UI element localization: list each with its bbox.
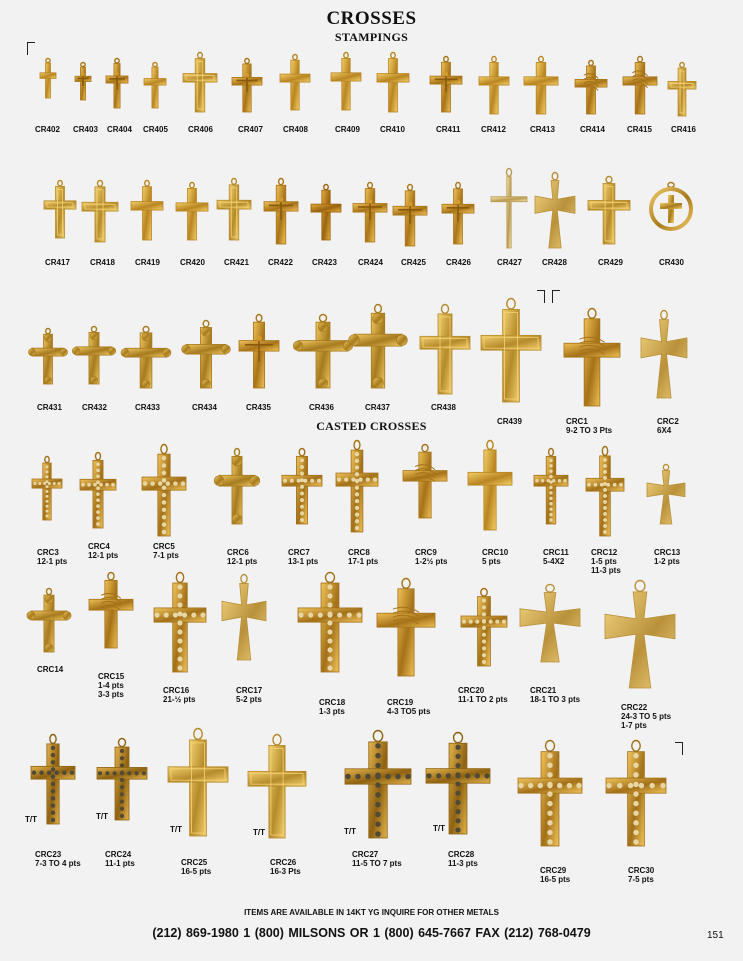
cross-pendant-image (430, 56, 462, 112)
cross-pendant-image (588, 176, 630, 244)
product-code-label: CRC23 7-3 TO 4 pts (35, 850, 81, 868)
product-code-label: CR435 (246, 403, 271, 412)
cross-pendant-image (336, 440, 378, 532)
cross-pendant-image (534, 448, 568, 524)
product-code-label: CRC24 11-1 pts (105, 850, 135, 868)
product-code-label: CR411 (436, 125, 461, 134)
product-code-label: CRC27 11-5 TO 7 pts (352, 850, 402, 868)
cross-pendant-image (239, 314, 279, 388)
two-tone-tag: T/T (25, 815, 37, 824)
product-code-label: CR437 (365, 403, 390, 412)
product-code-label: CRC19 4-3 TO5 pts (387, 698, 431, 716)
product-code-label: CR434 (192, 403, 217, 412)
cross-pendant-image (142, 444, 186, 536)
product-code-label: CR404 (107, 125, 132, 134)
cross-pendant-image (32, 456, 62, 520)
product-code-label: CRC13 1-2 pts (654, 548, 681, 566)
cross-pendant-image (442, 182, 474, 244)
cross-pendant-image (97, 738, 147, 820)
cross-pendant-image (31, 734, 75, 824)
cross-pendant-image (606, 740, 666, 846)
page-title: CROSSES (326, 8, 417, 29)
section-heading-stampings: STAMPINGS (334, 30, 409, 44)
cross-pendant-image (353, 182, 387, 242)
cross-pendant-image (264, 178, 298, 244)
product-code-label: CR414 (580, 125, 605, 134)
product-code-label: CR425 (401, 258, 426, 267)
cross-pendant-image (106, 58, 128, 108)
product-code-label: CR438 (431, 403, 456, 412)
cross-pendant-image (641, 310, 687, 398)
product-code-label: CR429 (598, 258, 623, 267)
crop-mark (27, 42, 35, 55)
product-code-label: CR415 (627, 125, 652, 134)
cross-pendant-image (575, 60, 607, 114)
cross-pendant-image (481, 298, 541, 402)
product-code-label: CR439 (497, 417, 522, 426)
two-tone-tag: T/T (344, 827, 356, 837)
cross-pendant-image (80, 452, 116, 528)
product-code-label: CR430 (659, 258, 684, 267)
product-code-label: CRC16 21-½ pts (163, 686, 196, 704)
cross-pendant-image (468, 440, 512, 530)
product-code-label: CRC26 16-3 Pts (270, 858, 301, 876)
cross-pendant-image (217, 178, 251, 240)
cross-pendant-image (605, 580, 675, 688)
cross-pendant-image (393, 184, 427, 246)
cross-pendant-image (280, 54, 310, 110)
product-code-label: CRC7 13-1 pts (288, 548, 319, 566)
product-code-label: CR421 (224, 258, 249, 267)
product-code-label: CR407 (238, 125, 263, 134)
product-code-label: CRC20 11-1 TO 2 pts (458, 686, 508, 704)
product-code-label: CRC28 11-3 pts (448, 850, 478, 868)
product-code-label: CRC17 5-2 pts (236, 686, 263, 704)
product-code-label: CR428 (542, 258, 567, 267)
product-code-label: CRC5 7-1 pts (153, 542, 179, 560)
cross-pendant-image (403, 444, 447, 518)
product-code-label: CRC15 1-4 pts 3-3 pts (98, 672, 125, 699)
contact-line: (212) 869-1980 1 (800) MILSONS OR 1 (800) 645-7667 FAX (212) 768-0479 (152, 926, 591, 940)
product-code-label: CR406 (188, 125, 213, 134)
product-code-label: CR419 (135, 258, 160, 267)
cross-pendant-image (623, 56, 657, 114)
two-tone-tag: T/T (433, 823, 445, 833)
product-code-label: CR409 (335, 125, 360, 134)
cross-pendant-image (232, 58, 262, 112)
product-code-label: CR432 (82, 403, 107, 412)
product-code-label: CR418 (90, 258, 115, 267)
cross-pendant-image (176, 182, 208, 240)
cross-pendant-image (186, 320, 226, 388)
cross-pendant-image (647, 464, 685, 524)
product-code-label: CR427 (497, 258, 522, 267)
product-code-label: CR422 (268, 258, 293, 267)
product-code-label: CRC30 7-5 pts (628, 866, 655, 884)
cross-pendant-image (564, 308, 620, 406)
product-code-label: CRC14 (37, 665, 64, 674)
product-code-label: CR408 (283, 125, 308, 134)
product-code-label: CR410 (380, 125, 405, 134)
product-code-label: CR424 (358, 258, 383, 267)
product-code-label: CR420 (180, 258, 205, 267)
product-code-label: CRC8 17-1 pts (348, 548, 379, 566)
product-code-label: CRC6 12-1 pts (227, 548, 258, 566)
cross-pendant-image (144, 62, 166, 108)
cross-pendant-image (479, 56, 509, 114)
product-code-label: CR426 (446, 258, 471, 267)
cross-pendant-image (89, 572, 133, 648)
cross-pendant-image (426, 732, 490, 834)
two-tone-tag: T/T (170, 825, 182, 835)
crop-mark (675, 742, 683, 755)
product-code-label: CRC22 24-3 TO 5 pts 1-7 pts (621, 703, 672, 730)
product-code-label: CRC1 9-2 TO 3 Pts (566, 417, 613, 435)
product-code-label: CR433 (135, 403, 160, 412)
product-code-label: CR416 (671, 125, 696, 134)
product-code-label: CRC11 5-4X2 (543, 548, 569, 566)
product-code-label: CR417 (45, 258, 70, 267)
two-tone-tag: T/T (253, 827, 265, 837)
cross-pendant-image (125, 326, 167, 388)
cross-pendant-image (354, 304, 402, 388)
cross-pendant-image (535, 172, 575, 248)
cross-pendant-image (524, 56, 558, 114)
product-code-label: CRC29 16-5 pts (540, 866, 571, 884)
cross-pendant-image (248, 734, 306, 838)
product-code-label: CR402 (35, 125, 60, 134)
cross-pendant-image (31, 588, 67, 652)
cross-pendant-image (154, 572, 206, 672)
product-code-label: CRC21 18-1 TO 3 pts (530, 686, 581, 704)
cross-pendant-image (377, 52, 409, 112)
cross-pendant-image (377, 578, 435, 676)
cross-pendant-image (131, 180, 163, 240)
product-code-label: CR413 (530, 125, 555, 134)
product-code-label: CR423 (312, 258, 337, 267)
cross-pendant-image (75, 62, 91, 100)
crop-mark (552, 290, 560, 303)
product-code-label: CRC2 6X4 (657, 417, 679, 435)
cross-pendant-image (331, 52, 361, 110)
cross-pendant-image (345, 730, 411, 838)
product-code-label: CR412 (481, 125, 506, 134)
cross-pendant-image (311, 184, 341, 240)
product-code-label: CRC3 12-1 pts (37, 548, 68, 566)
cross-pendant-image (491, 168, 527, 248)
product-code-label: CR431 (37, 403, 62, 412)
cross-pendant-image (649, 182, 693, 236)
cross-pendant-image (168, 728, 228, 836)
product-code-label: CRC4 12-1 pts (88, 542, 119, 560)
cross-pendant-image (82, 180, 118, 242)
cross-pendant-image (520, 584, 580, 662)
product-code-label: CRC18 1-3 pts (319, 698, 346, 716)
section-heading-casted: CASTED CROSSES (316, 419, 427, 433)
metal-availability-note: ITEMS ARE AVAILABLE IN 14KT YG INQUIRE FOR OTHER METALS (244, 908, 499, 917)
page-number: 151 (707, 930, 724, 941)
cross-pendant-image (44, 180, 76, 238)
product-code-label: CRC12 1-5 pts 11-3 pts (591, 548, 621, 575)
product-code-label: CRC9 1-2½ pts (415, 548, 448, 566)
cross-pendant-image (586, 446, 624, 536)
cross-pendant-image (32, 328, 64, 384)
cross-pendant-image (461, 588, 507, 666)
product-code-label: CR436 (309, 403, 334, 412)
cross-pendant-image (76, 326, 112, 384)
cross-pendant-image (298, 572, 362, 672)
cross-pendant-image (420, 304, 470, 394)
cross-pendant-image (282, 448, 322, 524)
product-code-label: CRC10 5 pts (482, 548, 509, 566)
product-code-label: CRC25 16-5 pts (181, 858, 212, 876)
cross-pendant-image (298, 314, 348, 388)
cross-pendant-image (668, 62, 696, 116)
product-code-label: CR405 (143, 125, 168, 134)
cross-pendant-image (40, 58, 56, 98)
two-tone-tag: T/T (96, 811, 108, 821)
cross-pendant-image (219, 448, 255, 524)
product-code-label: CR403 (73, 125, 98, 134)
cross-pendant-image (222, 574, 266, 660)
cross-pendant-image (183, 52, 217, 112)
cross-pendant-image (518, 740, 582, 846)
